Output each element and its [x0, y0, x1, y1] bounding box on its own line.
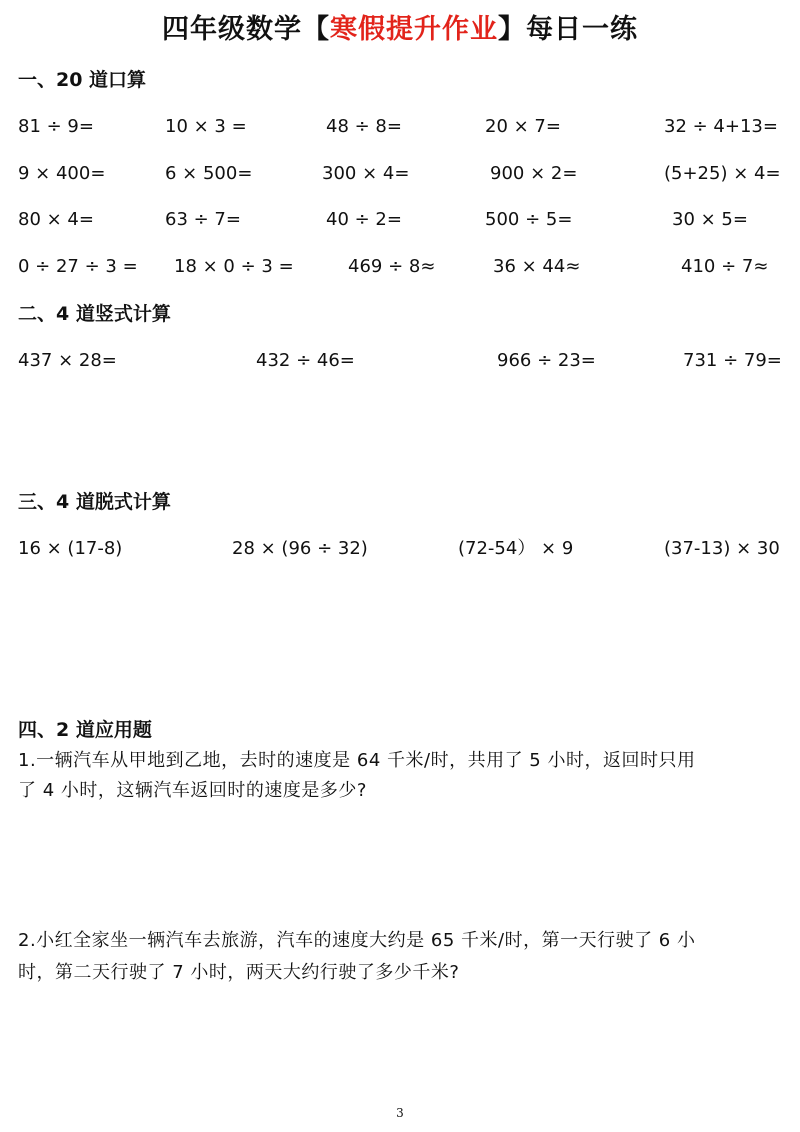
oral-problem: 18 × 0 ÷ 3 =: [174, 256, 294, 277]
oral-problem: 30 × 5=: [672, 209, 748, 230]
oral-problem: 36 × 44≈: [493, 256, 581, 277]
vertical-calc-problem: 966 ÷ 23=: [497, 350, 596, 371]
oral-problem: 48 ÷ 8=: [326, 116, 402, 137]
step-calc-row: [0, 532, 800, 566]
oral-row-3: [0, 203, 800, 237]
oral-problem: 410 ÷ 7≈: [681, 256, 769, 277]
oral-problem: (5+25) × 4=: [664, 163, 781, 184]
step-calc-problem: (72-54） × 9: [458, 538, 574, 559]
vertical-calc-problem: 731 ÷ 79=: [683, 350, 782, 371]
oral-problem: 63 ÷ 7=: [165, 209, 241, 230]
page-number: 3: [396, 1106, 404, 1120]
oral-problem: 469 ÷ 8≈: [348, 256, 436, 277]
word-problem-2-line-1: 2.小红全家坐一辆汽车去旅游，汽车的速度大约是 65 千米/时，第一天行驶了 6 小: [18, 930, 696, 951]
title-part2: 】每日一练: [498, 14, 638, 45]
oral-row-2: [0, 157, 800, 191]
oral-problem: 300 × 4=: [322, 163, 410, 184]
oral-row-4: [0, 250, 800, 284]
oral-problem: 40 ÷ 2=: [326, 209, 402, 230]
oral-problem: 20 × 7=: [485, 116, 561, 137]
section2-heading: 二、4 道竖式计算: [18, 303, 171, 325]
step-calc-problem: (37-13) × 30: [664, 538, 780, 559]
word-problem-1-line-1: 1.一辆汽车从甲地到乙地，去时的速度是 64 千米/时，共用了 5 小时，返回时只用: [18, 750, 696, 771]
page-title: [0, 10, 800, 50]
oral-row-1: [0, 110, 800, 144]
oral-problem: 9 × 400=: [18, 163, 106, 184]
oral-problem: 32 ÷ 4+13=: [664, 116, 778, 137]
vertical-calc-problem: 432 ÷ 46=: [256, 350, 355, 371]
vertical-calc-problem: 437 × 28=: [18, 350, 117, 371]
vertical-calc-row: [0, 344, 800, 378]
oral-problem: 10 × 3 =: [165, 116, 247, 137]
step-calc-problem: 28 × (96 ÷ 32): [232, 538, 368, 559]
oral-problem: 80 × 4=: [18, 209, 94, 230]
title-highlight: 寒假提升作业: [330, 14, 498, 45]
word-problem-2-line-2: 时，第二天行驶了 7 小时，两天大约行驶了多少千米?: [18, 962, 460, 983]
section3-heading: 三、4 道脱式计算: [18, 491, 171, 513]
oral-problem: 81 ÷ 9=: [18, 116, 94, 137]
oral-problem: 500 ÷ 5=: [485, 209, 573, 230]
word-problem-1-line-2: 了 4 小时，这辆汽车返回时的速度是多少?: [18, 780, 367, 801]
oral-problem: 900 × 2=: [490, 163, 578, 184]
oral-problem: 0 ÷ 27 ÷ 3 =: [18, 256, 138, 277]
title-part1: 四年级数学【: [162, 14, 330, 45]
section4-heading: 四、2 道应用题: [18, 719, 152, 741]
step-calc-problem: 16 × (17-8): [18, 538, 123, 559]
section1-heading: 一、20 道口算: [18, 69, 147, 91]
oral-problem: 6 × 500=: [165, 163, 253, 184]
